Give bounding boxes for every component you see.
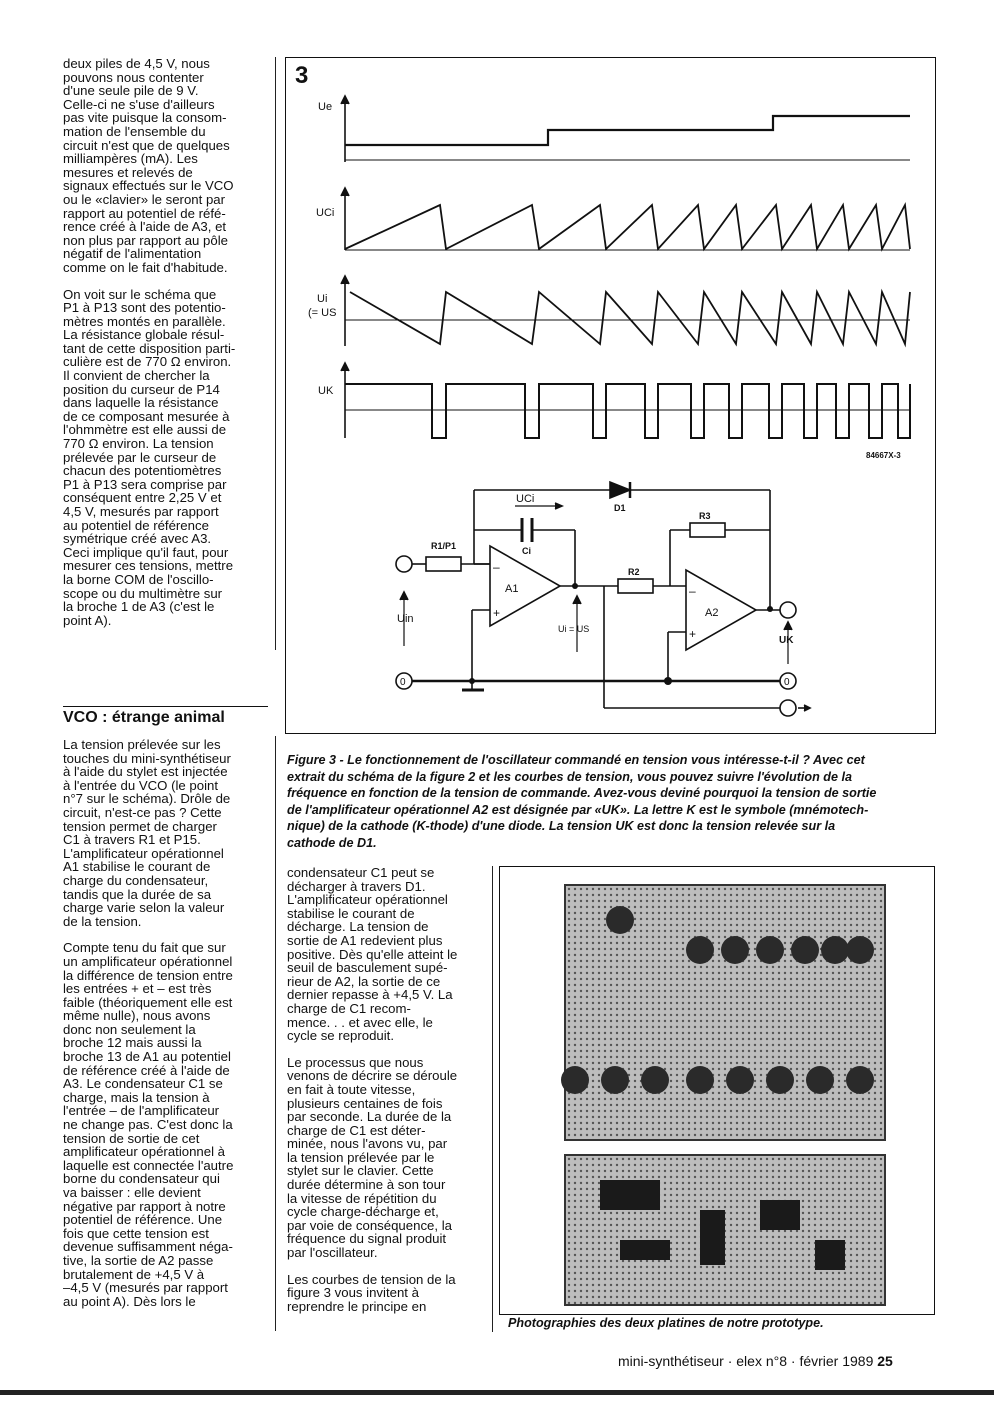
page-number: 25: [877, 1353, 893, 1369]
label-r3: R3: [699, 511, 711, 521]
label-d1: D1: [614, 503, 626, 513]
page-footer: [618, 1353, 893, 1369]
label-ci: Ci: [522, 546, 531, 556]
middle-column: [287, 866, 487, 1326]
label-a1: A1: [505, 583, 519, 595]
label-r1p1: R1/P1: [431, 541, 457, 551]
label-uci: UCi: [316, 207, 335, 219]
plus-sign: +: [493, 606, 501, 620]
label-sch-uci: UCi: [516, 493, 535, 505]
bottom-rule: [0, 1390, 994, 1395]
label-uk: UK: [318, 385, 334, 397]
label-ue: Ue: [318, 101, 333, 113]
figure-caption: Figure 3 - Le fonctionnement de l'oscillateur commandé en tension vous intéresse-t-il ? Avec cet extrait du schéma de la figure 2 et les courbes de tension, vous pouvez suivre l'évolution de la fréquence en fonction de la tension de commande. Avez-vous deviné pourquoi la tension de sortie de l'amplificateur opérationnel A2 est désignée par «UK». La lettre K est le symbole (mnémotech- nique) de la cathode (K-thode) d'une diode. La tension UK est donc la tension relevée sur la cathode de D1.: [287, 753, 877, 850]
label-uin: Uin: [397, 613, 414, 625]
label-a2: A2: [705, 607, 719, 619]
paragraph: La tension prélevée sur les touches du mini-synthétiseur à l'aide du stylet est injectée à l'entrée du VCO (le point n°7 sur le schéma). Drôle de circuit, n'est-ce pas ? Cette tension permet de charger C1 à travers R1 et P15. L'amplificateur opérationnel A1 stabilise le courant de charge du condensateur, tandis que la durée de sa charge varie selon la valeur de la tension.: [63, 737, 231, 929]
paragraph: deux piles de 4,5 V, nous pouvons nous contenter d'une seule pile de 9 V. Celle-ci ne s'use d'ailleurs pas vite puisque la consom- mation de l'ensemble du circuit n'est que de quelques milliampères (mA). Les mesures et relevés de signaux effectués sur le VCO ou le «clavier» le seront par rapport au potentiel de réfé- rence créé à l'aide de A3, et non plus par rapport au pôle négatif de l'alimentation comme on le fait d'habitude.: [63, 56, 234, 275]
prototype-boards-photo: [560, 880, 890, 1308]
label-uk-out: UK: [779, 635, 794, 646]
paragraph: On voit sur le schéma que P1 à P13 sont des potentio- mètres montés en parallèle. La résistance globale résul- tant de cette disposition parti- culière est de 770 Ω environ. Il convient de chercher la position du curseur de P14 dans laquelle la résistance de ce composant mesurée à l'ohmmètre est elle aussi de 770 Ω environ. La tension prélevée par le curseur de chacun des potentiomètres P1 à P13 sera comprise par conséquent entre 2,25 V et 4,5 V, mesurés par rapport au potentiel de référence symétrique créé avec A3. Ceci implique qu'il faut, pour mesurer ces tensions, mettre la borne COM de l'oscillo- scope ou du multimètre sur la broche 1 de A3 (c'est le point A).: [63, 286, 236, 628]
paragraph: Le processus que nous venons de décrire se déroule en fait à toute vitesse, plusieurs centaines de fois par seconde. La durée de la charge de C1 est déter- minée, nous l'avons vu, par la tension prélevée par le stylet sur le clavier. Cette durée détermine à son tour la vitesse de répétition du cycle charge-décharge et, par voie de conséquence, la fréquence du signal produit par l'oscillateur.: [287, 1054, 458, 1261]
column-divider: [492, 866, 493, 1332]
footer-text: mini-synthétiseur · elex n°8 · février 1989: [618, 1353, 878, 1369]
figure-number: 3: [295, 62, 309, 89]
minus-sign: –: [493, 560, 500, 574]
section-heading: VCO : étrange animal: [63, 706, 268, 727]
label-ui: Ui: [317, 293, 328, 305]
label-ui-us: Ui = US: [558, 624, 590, 634]
column-divider: [275, 736, 276, 1331]
photo-caption: Photographies des deux platines de notre prototype.: [508, 1316, 824, 1330]
ground-label: 0: [400, 677, 406, 688]
plus-sign: +: [689, 627, 697, 641]
section-column: [63, 738, 271, 1321]
label-ui-eq: (= US: [308, 307, 337, 319]
paragraph: Les courbes de tension de la figure 3 vous invitent à reprendre le principe en: [287, 1271, 456, 1314]
left-column: [63, 57, 271, 640]
column-divider: [275, 57, 276, 650]
figure-3-diagram: [286, 58, 933, 731]
figure-ref: 84667X-3: [866, 451, 901, 460]
label-r2: R2: [628, 567, 640, 577]
ground-label: 0: [784, 677, 790, 688]
minus-sign: –: [689, 584, 696, 598]
paragraph: condensateur C1 peut se décharger à travers D1. L'amplificateur opérationnel stabilise le courant de décharge. La tension de sortie de A1 redevient plus positive. Dès qu'elle atteint le seuil de basculement supé- rieur de A2, la sortie de ce dernier repasse à +4,5 V. La charge de C1 recom- mence. . . et avec elle, le cycle se reproduit.: [287, 865, 458, 1044]
paragraph: Compte tenu du fait que sur un amplificateur opérationnel la différence de tension entre les entrées + et – est très faible (théoriquement elle est même nulle), nous avons donc non seulement la broche 12 mais aussi la broche 13 de A1 au potentiel de référence créé à l'aide de A3. Le condensateur C1 se charge, mais la tension à l'entrée – de l'amplificateur ne change pas. C'est donc la tension de sortie de cet amplificateur opérationnel à laquelle est connectée l'autre borne du condensateur qui va baisser : elle devient négative par rapport à notre potentiel de référence. Une fois que cette tension est devenue suffisamment néga- tive, la sortie de A2 passe brutalement de +4,5 V à –4,5 V (mesurés par rapport au point A). Dès lors le: [63, 940, 234, 1309]
